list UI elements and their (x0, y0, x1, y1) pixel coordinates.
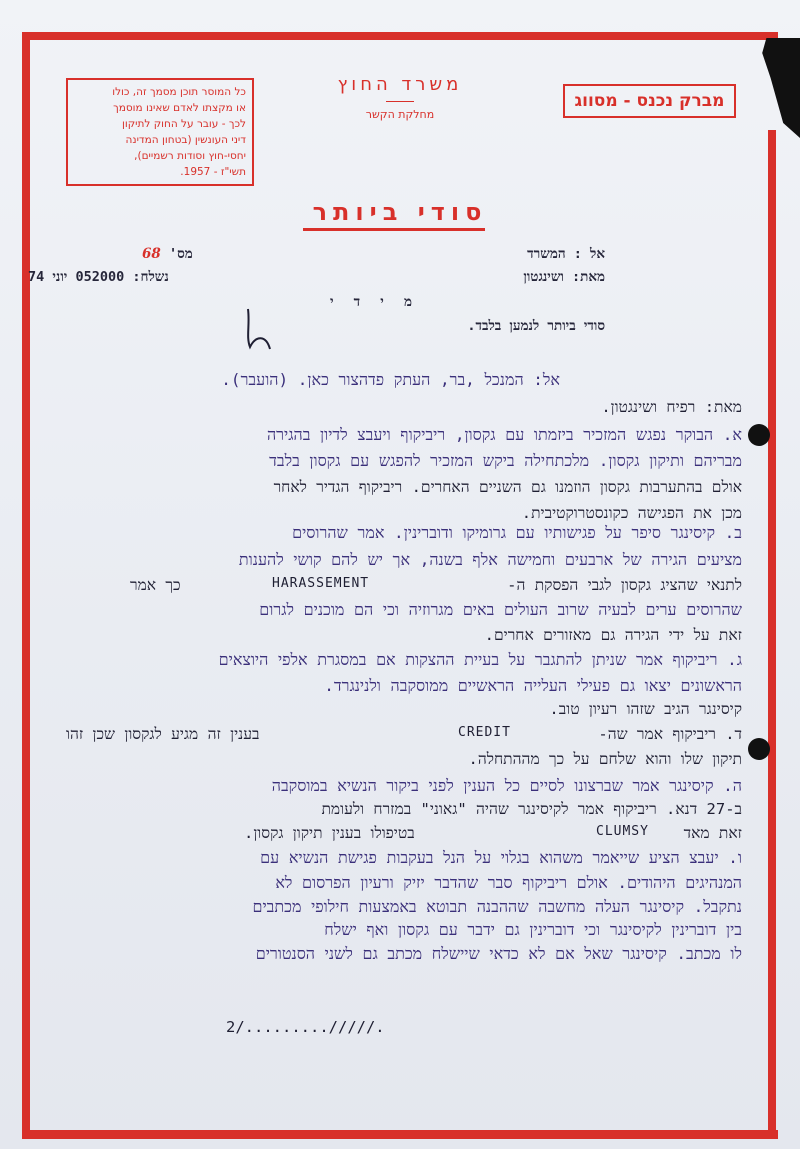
notice-line: כל המוסר תוכן מסמך זה, כולו (112, 86, 246, 98)
punch-hole (748, 424, 770, 446)
restriction-note: סודי ביותר לנמען בלבד. (467, 318, 605, 334)
body-line: לו מכתב. קיסינגר שאל אם לא כדאי שיישלח מכתב גם לשני הסנטורים (255, 944, 742, 963)
telegram-type-box: מברק נכנס - מסווג (563, 84, 736, 118)
sent-value: 052000 יוני 74 (28, 269, 125, 285)
body-line: ה. קיסינגר אמר שברצונו לסיים כל הענין לפני ביקור הנשיא במוסקבה (271, 776, 742, 795)
classification-underline (303, 228, 485, 231)
punch-hole (748, 738, 770, 760)
number-value: 68 (142, 246, 161, 262)
red-frame-top (22, 32, 778, 40)
body-line: בענין זה מגיע לגקסון שכן זהו (66, 725, 260, 743)
secrecy-notice-box (66, 78, 254, 186)
body-from-line: מאת: רפיח ושינגטון. (601, 398, 742, 416)
body-line: מכן את הפגישה כקונסטרוקטיבית. (521, 504, 742, 522)
notice-line: דיני העונשין (בטחון המדינה (125, 134, 246, 146)
ministry-name: משרד החוץ (337, 74, 463, 95)
torn-corner-shadow (758, 38, 800, 138)
red-frame-bottom (22, 1130, 778, 1139)
body-line: תיקון שלו והוא שלחם על כך מההתחלה. (468, 750, 742, 768)
classification-title: סודי ביותר (312, 198, 488, 226)
red-frame-left (22, 32, 30, 1139)
handwritten-mark (240, 305, 280, 355)
body-line: ד. ריביקוף אמר שה- (598, 725, 742, 743)
priority: מ י ד י (330, 294, 418, 310)
body-line: המנהיגים היהודים. אולם ריביקוף סבר שהדבר יזיק ורעיון הפרסום לא (275, 873, 742, 892)
body-line: שהרוסים ערים לבעיה שרוב העולים באים מגרוזיה וכי הם מוכנים לגרום (259, 600, 742, 619)
body-line: כך אמר (130, 576, 181, 594)
body-line: זאת מאד (683, 824, 742, 842)
notice-line: יחסי-חוץ וסודות רשמיים), (134, 150, 246, 162)
header-number (142, 246, 193, 262)
letterhead-divider (386, 101, 414, 102)
header-to: אל : המשרד (527, 246, 605, 262)
body-line: הראשונים יצאו גם פעילי העלייה הראשיים ממוסקבה ולנינגרד. (324, 676, 742, 695)
body-line: ו. יעבצ הציע שייאמר משהוא בגלוי על הנל בעקבות פגישת הנשיא עם (260, 848, 742, 867)
body-to-line: אל: המנכל ,בר, העתק פדהצור כאן. (הועבר). (221, 370, 560, 389)
body-line: מבריהם ותיקון גקסון. מלכתחילה ביקש המזכיר להפגש עם גקסון בלבד (269, 451, 742, 470)
body-line: קיסינגר הגיב שזהו רעיון טוב. (549, 700, 742, 718)
harassement-term: HARASSEMENT (272, 576, 370, 591)
page-continuation: 2/........./////. (226, 1018, 385, 1036)
body-line: זאת על ידי הגירה גם מאזורים אחרים. (484, 626, 742, 644)
header-from: מאת: ושינגטון (523, 269, 605, 285)
body-line: מציעים הגירה של ארבעים וחמישה אלף בשנה, אך יש להם קושי להענות (238, 550, 742, 569)
body-line: אולם בהתערבות גקסון הוזמנו גם השניים האחרים. ריביקוף הגדיר לאחר (273, 478, 742, 496)
body-line: ג. ריביקוף אמר שניתן להתגבר על בעיית ההצקות אם במסגרת אלפי היוצאים (218, 650, 742, 669)
sent-label: נשלח: (132, 269, 169, 285)
notice-line: או מקצתו לאדם שאינו מוסמך (113, 102, 246, 114)
clumsy-term: CLUMSY (596, 824, 649, 839)
header-sent (28, 269, 169, 285)
body-line: ב-27 דנא. ריביקוף אמר לקיסינגר שהיה "גאוני" במזרח ולעומת (321, 800, 742, 818)
body-line: א. הבוקר נפגש המזכיר ביזמתו עם גקסון, ריביקוף ויעבצ לדיון בהגירה (266, 425, 742, 444)
ministry-letterhead (320, 74, 480, 121)
body-line: בין דוברינין לקיסינגר וכי דוברינין גם ידבר עם גקסון ואף ישלח (324, 920, 742, 939)
department-name: מחלקת הקשר (365, 108, 435, 121)
notice-line: לכך - עובר על החוק לתיקון (121, 118, 246, 130)
body-line: ב. קיסינגר סיפר על פגישותיו עם גרומיקו ודוברינין. אמר שהרוסים (292, 523, 742, 542)
number-label: מס' (168, 246, 193, 262)
body-line: נתקבל. קיסינגר העלה מחשבה שההבנה תבוטא באמצעות חילופי מכתבים (252, 897, 742, 916)
body-line: לתנאי שהציג גקסון לגבי הפסקת ה- (507, 576, 742, 594)
notice-line: תשי"ז - 1957. (180, 166, 246, 178)
red-frame-right (768, 130, 776, 1139)
credit-term: CREDIT (458, 725, 511, 740)
body-line: בטיפולו בענין תיקון גקסון. (244, 824, 415, 842)
